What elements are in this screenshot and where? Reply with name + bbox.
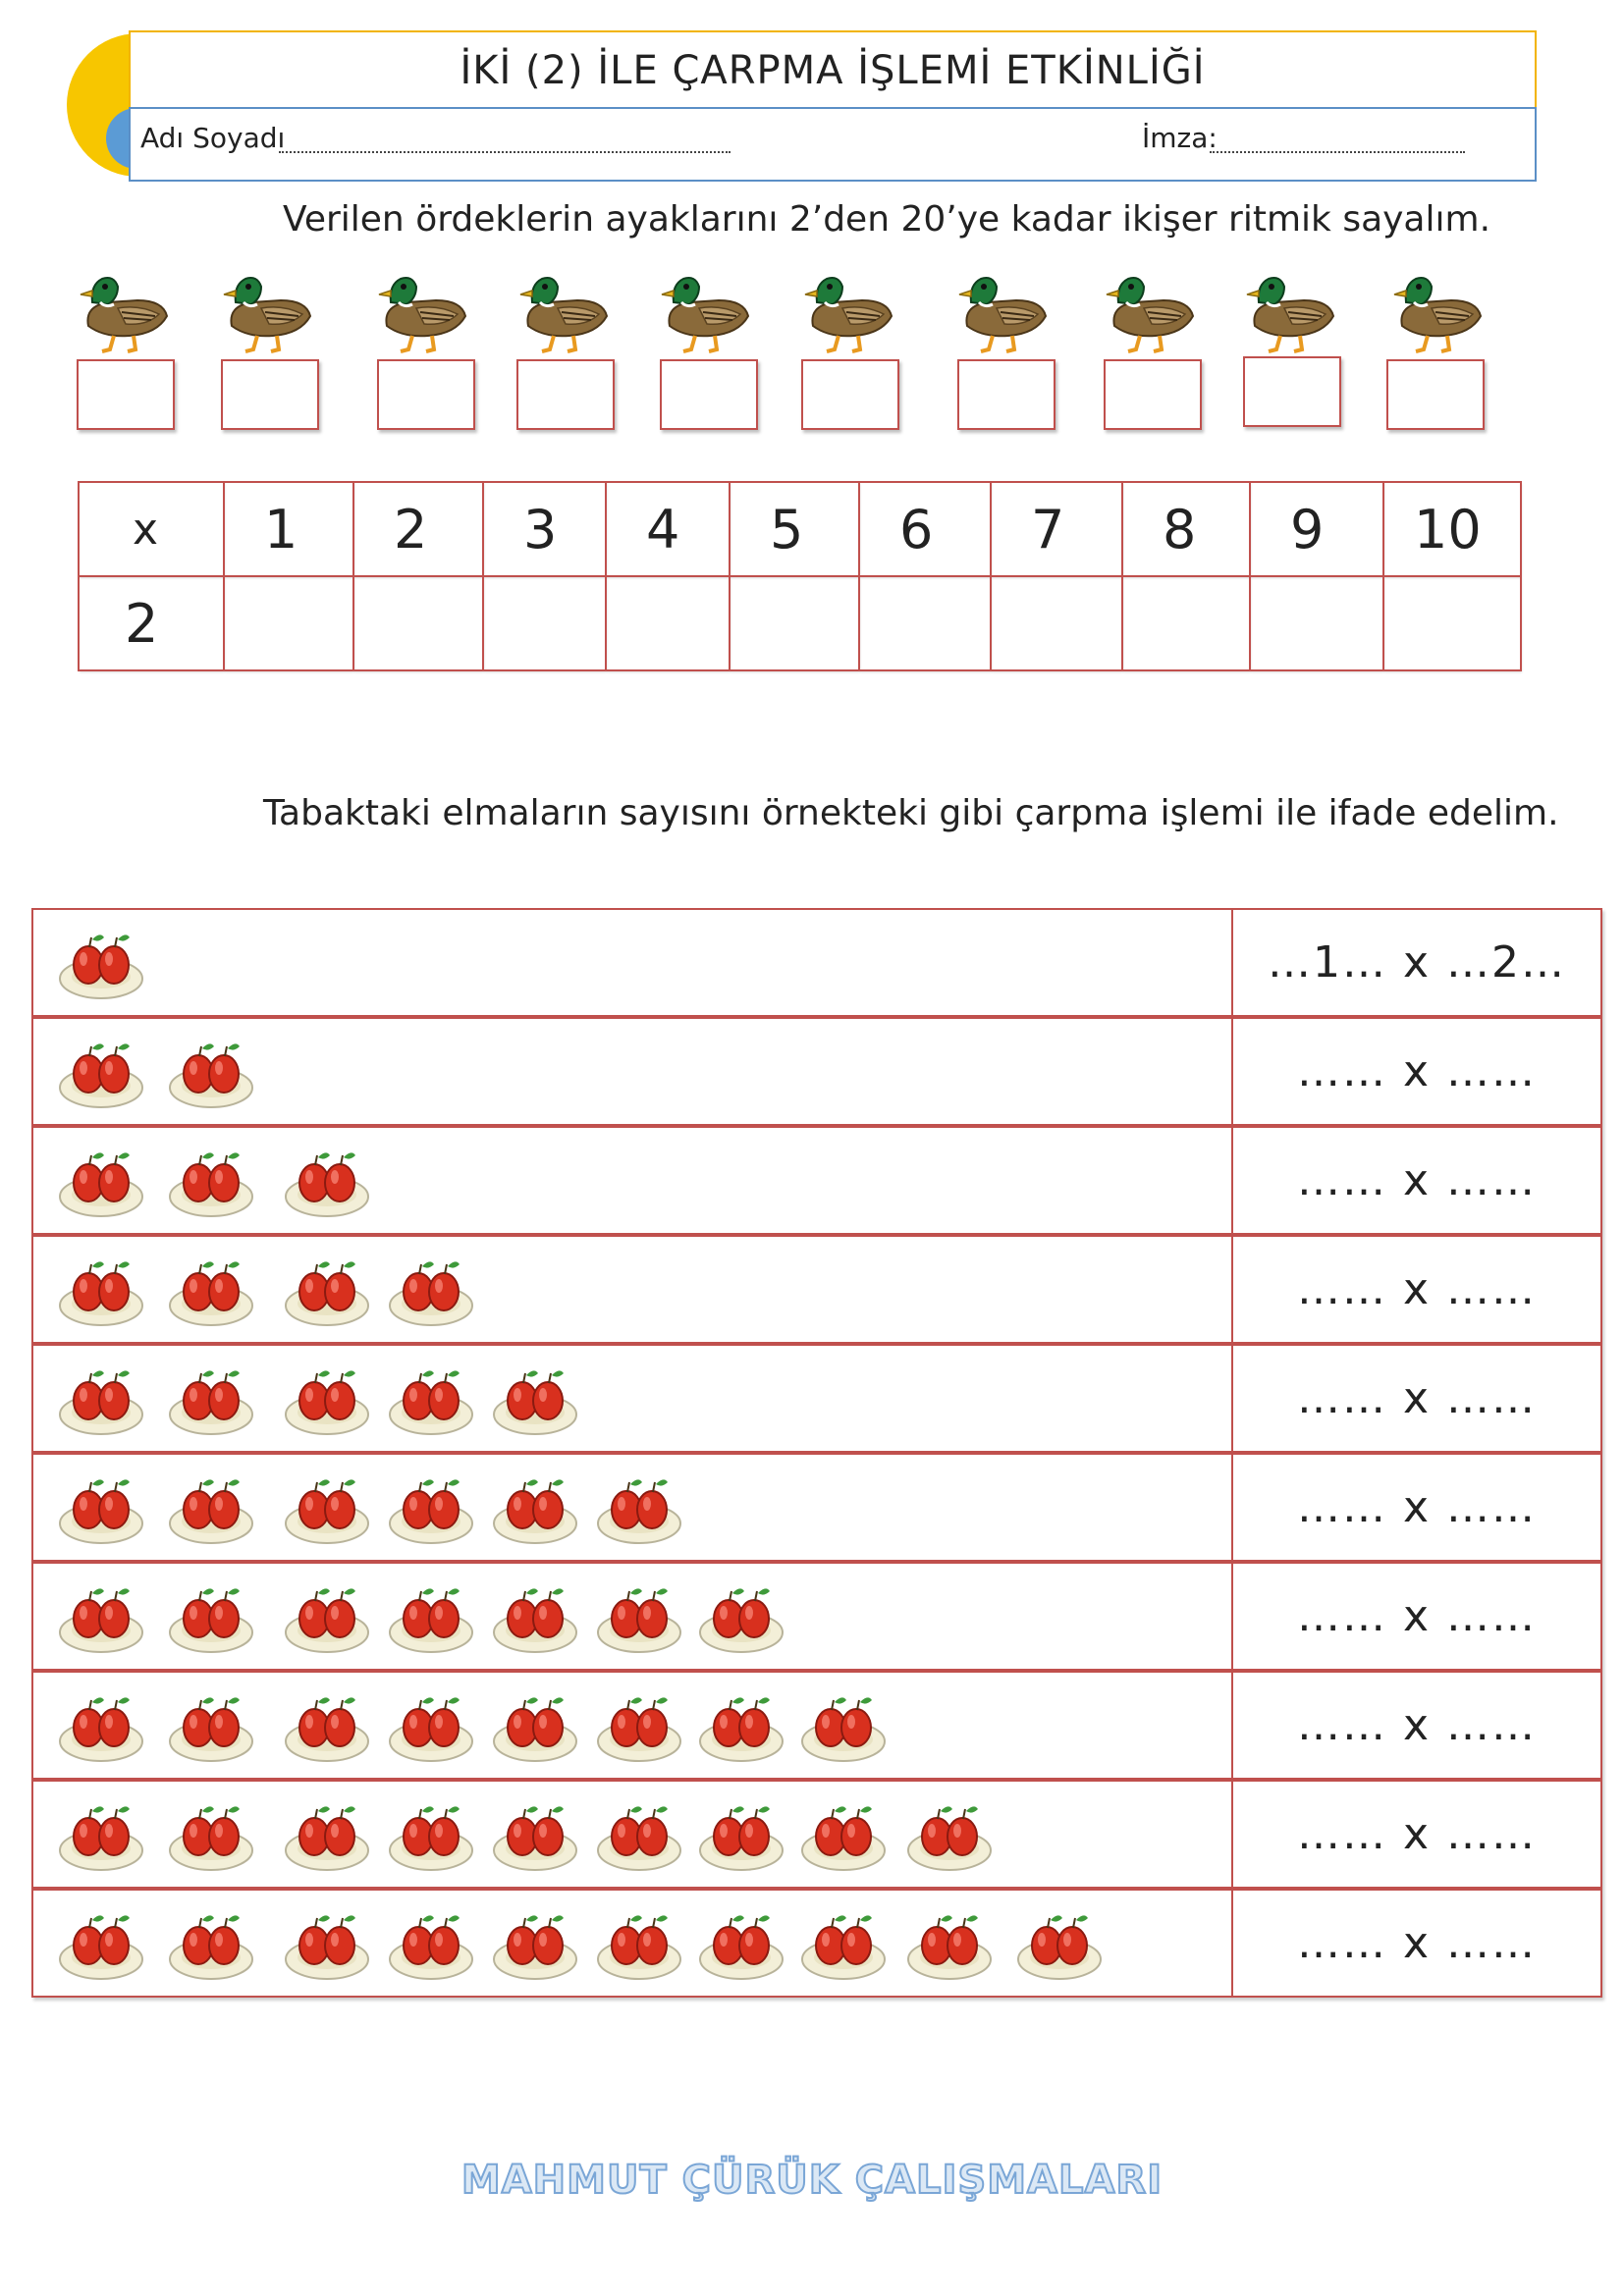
apple-plate-icon [595,1468,683,1551]
multiplication-expression[interactable]: …… x …… [1296,1700,1537,1750]
apple-plate-icon [491,1577,579,1660]
answer-cell[interactable] [606,576,730,670]
apple-plate-icon [491,1795,579,1878]
apple-plate-icon [167,1577,255,1660]
apple-plate-icon [57,1577,145,1660]
multiplication-expression[interactable]: …… x …… [1296,1264,1537,1314]
apple-plate-icon [491,1686,579,1769]
duck-answer-box[interactable] [77,359,175,430]
apple-row [31,1562,1602,1671]
apple-plate-icon [283,1577,371,1660]
apple-plate-icon [387,1577,475,1660]
apple-plate-icon [283,1795,371,1878]
apple-plate-icon [387,1686,475,1769]
apple-plate-icon [283,1251,371,1333]
apple-row [31,1780,1602,1889]
apple-plate-icon [167,1142,255,1224]
apple-plate-icon [697,1686,785,1769]
header-cell: 3 [483,482,606,576]
header-cell: 2 [353,482,483,576]
footer-credit: MAHMUT ÇÜRÜK ÇALIŞMALARI [460,2158,1164,2203]
apple-plate-icon [697,1795,785,1878]
apple-plate-icon [595,1686,683,1769]
multiplication-expression[interactable]: …… x …… [1296,1918,1537,1968]
apple-plate-icon [387,1468,475,1551]
apple-plate-icon [697,1577,785,1660]
signature-label: İmza: [1142,122,1218,154]
apple-instruction: Tabaktaki elmaların sayısını örnekteki gibi çarpma işlemi ile ifade edelim. [263,793,1559,833]
duck-icon [79,257,169,355]
apple-row [31,1235,1602,1344]
multiplication-expression[interactable]: …… x …… [1296,1809,1537,1859]
apple-plate-icon [167,1033,255,1115]
apple-row [31,1671,1602,1780]
worksheet-title [129,30,1537,109]
header-cell: 8 [1122,482,1250,576]
apple-plate-icon [57,1142,145,1224]
apple-plate-icon [387,1904,475,1987]
apple-plate-icon [283,1142,371,1224]
answer-cell[interactable] [730,576,859,670]
apple-plate-icon [799,1686,888,1769]
apple-plate-icon [57,1251,145,1333]
duck-icon [222,257,312,355]
apple-plate-icon [905,1904,994,1987]
apple-row [31,1017,1602,1126]
apple-plate-icon [799,1904,888,1987]
apple-plate-icon [1015,1904,1104,1987]
apple-plate-icon [595,1904,683,1987]
duck-answer-box[interactable] [1104,359,1202,430]
answer-cell[interactable] [1250,576,1383,670]
apple-plate-icon [167,1360,255,1442]
duck-answer-box[interactable] [516,359,615,430]
duck-icon [803,257,893,355]
apple-plate-icon [387,1795,475,1878]
apple-plate-icon [57,1904,145,1987]
multiplication-expression[interactable]: …… x …… [1296,1155,1537,1205]
duck-answer-box[interactable] [377,359,475,430]
duck-answer-box[interactable] [1386,359,1485,430]
answer-cell[interactable] [1383,576,1521,670]
apple-table [31,908,1602,2000]
multiplication-expression[interactable]: …… x …… [1296,1373,1537,1423]
multiplication-expression[interactable]: …… x …… [1296,1482,1537,1532]
apple-row [31,1453,1602,1562]
apple-plate-icon [57,1360,145,1442]
multiplication-answer-row [79,576,1521,670]
apple-plate-icon [799,1795,888,1878]
duck-icon [1105,257,1195,355]
duck-icon [377,257,467,355]
duck-icon [1245,257,1335,355]
header-cell: 1 [224,482,353,576]
multiplication-expression[interactable]: …… x …… [1296,1591,1537,1641]
apple-plate-icon [57,1795,145,1878]
apple-plate-icon [491,1360,579,1442]
header-cell: 4 [606,482,730,576]
multiplication-table [78,481,1522,671]
multiplication-header-row [79,482,1521,576]
answer-cell[interactable] [1122,576,1250,670]
header-cell: 6 [859,482,991,576]
apple-plate-icon [167,1251,255,1333]
duck-icon [518,257,609,355]
duck-answer-box[interactable] [1243,356,1341,427]
duck-icon [660,257,750,355]
apple-plate-icon [697,1904,785,1987]
name-signature-box [129,107,1537,182]
header-cell: 5 [730,482,859,576]
duck-instruction: Verilen ördeklerin ayaklarını 2’den 20’ye kadar ikişer ritmik sayalım. [283,199,1491,240]
header-cell: 9 [1250,482,1383,576]
answer-cell[interactable] [483,576,606,670]
header-cell: 10 [1383,482,1521,576]
multiplication-expression[interactable]: …1… x …2… [1268,937,1566,988]
apple-plate-icon [283,1686,371,1769]
apple-plate-icon [595,1577,683,1660]
header-cell: 7 [991,482,1122,576]
duck-answer-box[interactable] [801,359,899,430]
apple-plate-icon [283,1904,371,1987]
duck-answer-box[interactable] [660,359,758,430]
multiplication-expression[interactable]: …… x …… [1296,1046,1537,1096]
duck-answer-box[interactable] [221,359,319,430]
apple-plate-icon [387,1251,475,1333]
duck-answer-box[interactable] [957,359,1056,430]
apple-row [31,908,1602,1017]
multiplier-cell: 2 [79,576,224,670]
apple-plate-icon [57,1686,145,1769]
apple-plate-icon [167,1686,255,1769]
apple-plate-icon [283,1360,371,1442]
apple-plate-icon [167,1468,255,1551]
worksheet-title-text: İKİ (2) İLE ÇARPMA İŞLEMİ ETKİNLİĞİ [460,48,1206,93]
apple-plate-icon [57,1468,145,1551]
apple-plate-icon [491,1468,579,1551]
apple-row [31,1344,1602,1453]
name-field[interactable] [279,151,731,153]
answer-cell[interactable] [859,576,991,670]
answer-cell[interactable] [224,576,353,670]
signature-field[interactable] [1210,151,1465,153]
answer-cell[interactable] [353,576,483,670]
apple-plate-icon [387,1360,475,1442]
name-label: Adı Soyadı [140,122,286,154]
duck-icon [1392,257,1483,355]
apple-plate-icon [57,1033,145,1115]
answer-cell[interactable] [991,576,1122,670]
apple-row [31,1126,1602,1235]
apple-plate-icon [57,924,145,1006]
apple-plate-icon [491,1904,579,1987]
operator-cell: x [79,482,224,576]
apple-plate-icon [595,1795,683,1878]
apple-plate-icon [167,1904,255,1987]
apple-plate-icon [905,1795,994,1878]
duck-icon [957,257,1048,355]
apple-plate-icon [167,1795,255,1878]
apple-plate-icon [283,1468,371,1551]
apple-row [31,1889,1602,1998]
